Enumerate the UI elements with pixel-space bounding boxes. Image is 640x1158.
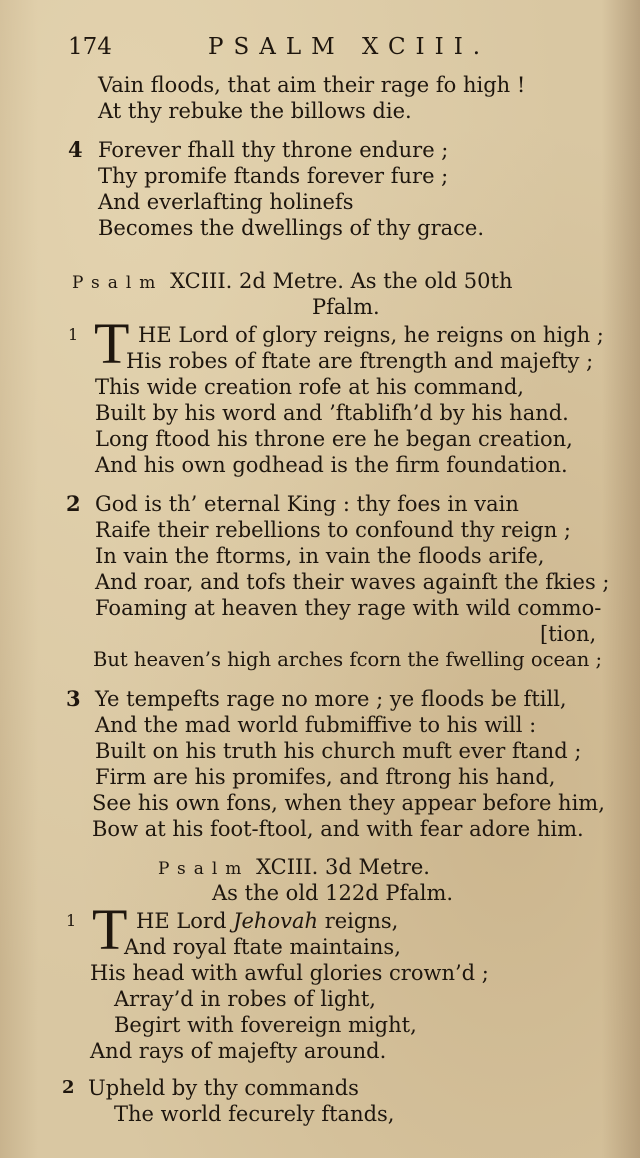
verse-line: Thy promife ftands forever fure ;	[98, 164, 449, 188]
page-number: 174	[68, 34, 112, 60]
verse-line: And royal ftate maintains,	[124, 935, 401, 959]
verse-line: And roar, and tofs their waves againft the fkies ;	[95, 570, 610, 594]
running-title: PSALM XCIII.	[208, 34, 491, 60]
stanza-number: 2	[66, 491, 81, 516]
verse-line: Forever fhall thy throne endure ;	[98, 138, 449, 162]
verse-line: God is th’ eternal King : thy foes in vain	[95, 492, 519, 516]
section-heading	[158, 854, 430, 882]
verse-line: Vain floods, that aim their rage fo high !	[98, 73, 526, 97]
verse-text: HE Lord	[136, 909, 234, 933]
heading-psalm-word: Psalm	[72, 273, 164, 293]
verse-line: See his own fons, when they appear before him,	[92, 791, 605, 815]
verse-text: reigns,	[318, 909, 399, 933]
verse-line: Foaming at heaven they rage with wild commo-	[95, 596, 602, 620]
verse-line: Becomes the dwellings of thy grace.	[98, 216, 484, 240]
verse-line: The world fecurely ftands,	[114, 1102, 395, 1126]
running-header	[68, 34, 568, 64]
verse-line: This wide creation rofe at his command,	[95, 375, 524, 399]
stanza-number: 1	[66, 911, 77, 930]
verse-line: And everlafting holinefs	[98, 190, 354, 214]
verse-line: His robes of ftate are ftrength and majefty ;	[126, 349, 594, 373]
section-heading	[72, 268, 513, 296]
verse-line: Begirt with fovereign might,	[114, 1013, 417, 1037]
verse-line: Upheld by thy commands	[88, 1076, 359, 1100]
verse-text-italic: Jehovah	[233, 909, 319, 933]
verse-line: And the mad world fubmiffive to his will :	[95, 713, 537, 737]
verse-line: His head with awful glories crown’d ;	[90, 961, 489, 985]
verse-line: Firm are his promifes, and ftrong his hand,	[95, 765, 556, 789]
verse-line: Array’d in robes of light,	[114, 987, 376, 1011]
verse-line: Built by his word and ’ftablifh’d by his hand.	[95, 401, 569, 425]
verse-turnover: [tion,	[540, 622, 597, 646]
section-heading-continued: As the old 122d Pfalm.	[212, 881, 454, 905]
section-heading-continued: Pfalm.	[312, 295, 380, 319]
heading-psalm-word: Psalm	[158, 859, 250, 879]
verse-line: And rays of majefty around.	[90, 1039, 387, 1063]
verse-line	[136, 908, 398, 934]
stanza-number: 1	[68, 325, 79, 344]
stanza-number: 3	[66, 686, 81, 711]
heading-metre: XCIII. 3d Metre.	[256, 855, 430, 879]
verse-line: And his own godhead is the firm foundation.	[95, 453, 568, 477]
verse-line: Long ftood his throne ere he began creation,	[95, 427, 573, 451]
heading-metre: XCIII. 2d Metre. As the old 50th	[170, 269, 513, 293]
stanza-number: 4	[68, 137, 83, 162]
verse-line: But heaven’s high arches fcorn the fwelling ocean ;	[93, 648, 603, 671]
drop-capital: T	[92, 897, 128, 962]
verse-line: Ye tempefts rage no more ; ye floods be ftill,	[95, 687, 567, 711]
verse-line: Built on his truth his church muft ever ftand ;	[95, 739, 582, 763]
verse-line: Bow at his foot-ftool, and with fear adore him.	[92, 817, 584, 841]
drop-capital: T	[94, 311, 130, 376]
verse-line: Raife their rebellions to confound thy reign ;	[95, 518, 572, 542]
verse-line: HE Lord of glory reigns, he reigns on high ;	[138, 323, 604, 347]
stanza-number: 2	[62, 1077, 75, 1098]
verse-line: At thy rebuke the billows die.	[98, 99, 412, 123]
verse-line: In vain the ftorms, in vain the floods arife,	[95, 544, 545, 568]
